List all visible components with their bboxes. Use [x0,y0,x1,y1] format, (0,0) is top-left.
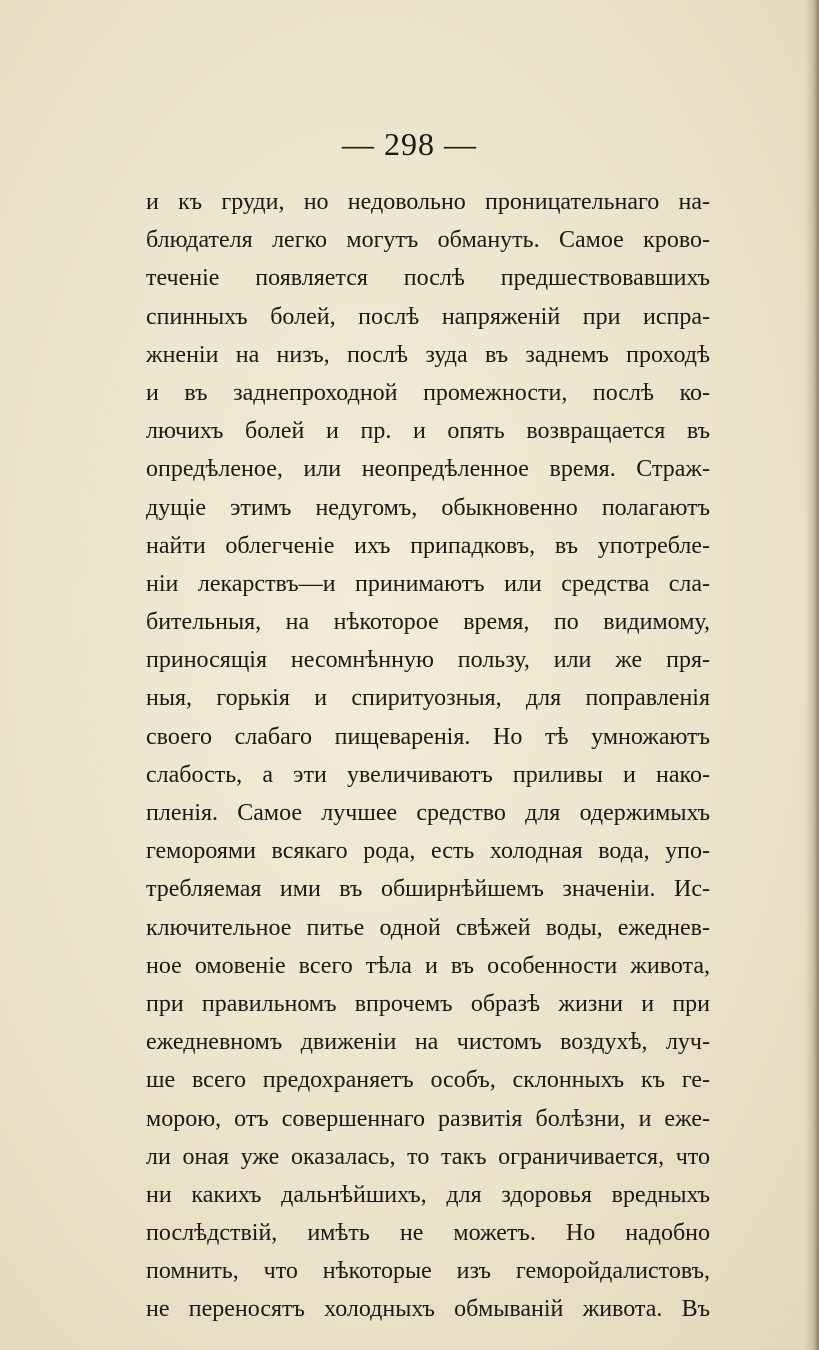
text-line: не переносятъ холодныхъ обмываній живота. Въ [146,1296,710,1323]
text-line: ни какихъ дальнѣйшихъ, для здоровья вредныхъ [146,1181,710,1208]
text-line: ше всего предохраняетъ особъ, склонныхъ къ ге- [146,1067,710,1094]
text-line: блюдателя легко могутъ обмануть. Самое крово- [146,227,710,254]
text-line: ежедневномъ движеніи на чистомъ воздухѣ, луч- [146,1029,710,1056]
text-line: спинныхъ болей, послѣ напряженій при испра- [146,303,710,330]
text-line: морою, отъ совершеннаго развитія болѣзни, и еже- [146,1105,710,1132]
text-line: при правильномъ впрочемъ образѣ жизни и при [146,990,710,1017]
text-line: и къ груди, но недовольно проницательнаго на- [146,189,710,215]
text-line: помнить, что нѣкоторые изъ геморойдалистовъ, [146,1258,710,1285]
text-line: пленія. Самое лучшее средство для одержимыхъ [146,800,710,826]
text-line: ніи лекарствъ—и принимаютъ или средства сла- [146,570,710,597]
page-edge-shadow [805,0,819,1350]
text-line: дущіе этимъ недугомъ, обыкновенно полагаютъ [146,494,710,521]
body-text [146,183,710,1329]
text-line: ключительное питье одной свѣжей воды, ежеднев- [146,914,710,941]
text-line: лючихъ болей и пр. и опять возвращается въ [146,418,710,445]
text-line: ныя, горькія и спиритуозныя, для поправленія [146,685,710,712]
text-line: бительныя, на нѣкоторое время, по видимому, [146,609,710,636]
text-line: гемороями всякаго рода, есть холодная вода, упо- [146,838,710,865]
text-line: теченіе появляется послѣ предшествовавшихъ [146,265,710,292]
text-line: приносящія несомнѣнную пользу, или же пря- [146,647,710,674]
text-line: жненіи на низъ, послѣ зуда въ заднемъ проходѣ [146,341,710,368]
text-line: найти облегченіе ихъ припадковъ, въ употребле- [146,532,710,559]
text-line: своего слабаго пищеваренія. Но тѣ умножаютъ [146,723,710,750]
text-line: ли оная уже оказалась, то такъ ограничивается, что [146,1143,710,1170]
text-line: ное омовеніе всего тѣла и въ особенности живота, [146,952,710,979]
text-line: опредѣленое, или неопредѣленное время. Страж- [146,456,710,483]
text-line: и въ заднепроходной промежности, послѣ ко- [146,379,710,406]
text-line: послѣдствій, имѣть не можетъ. Но надобно [146,1220,710,1247]
text-line: слабость, а эти увеличиваютъ приливы и нако- [146,761,710,788]
text-line: требляемая ими въ обширнѣйшемъ значеніи. Ис- [146,876,710,903]
page-number: — 298 — [342,126,477,162]
